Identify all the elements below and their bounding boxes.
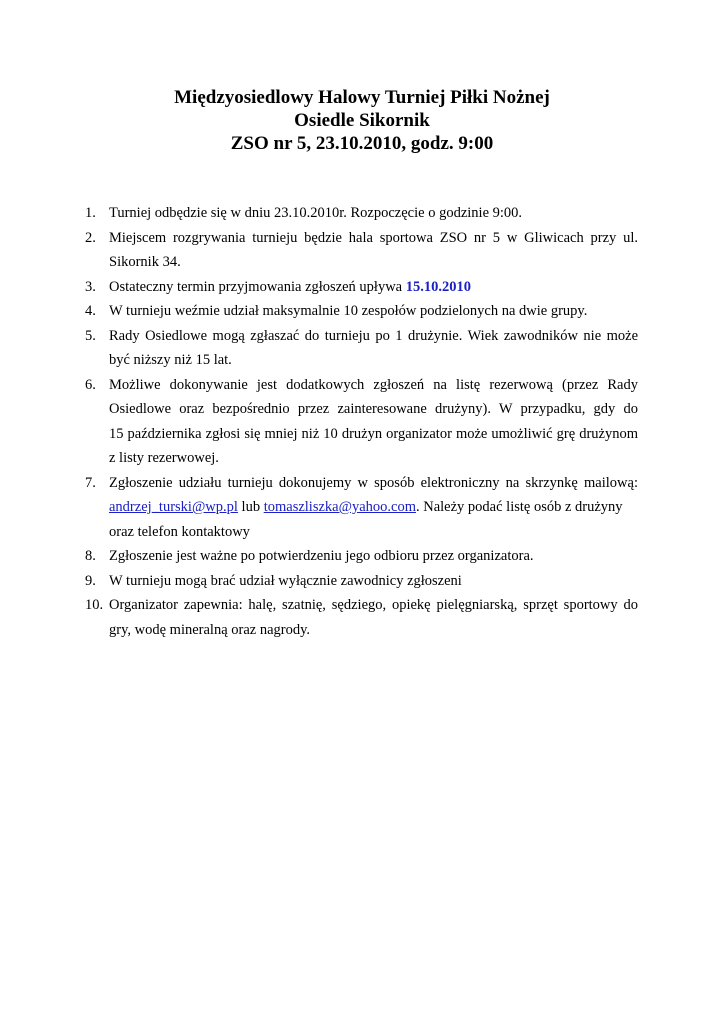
item-number: 8. — [85, 548, 96, 564]
item-text: Zgłoszenie jest ważne po potwierdzeniu jego odbioru przez organizatora. — [109, 548, 534, 564]
item-text-before: Ostateczny termin przyjmowania zgłoszeń upływa — [109, 278, 406, 295]
item-number: 1. — [85, 205, 96, 221]
item-text-line: Miejscem rozgrywania turnieju będzie hala sportowa ZSO nr 5 w Gliwicach przy ul. — [109, 229, 638, 246]
item-number: 2. — [85, 229, 96, 246]
list-item — [85, 593, 638, 642]
email-link-andrzej[interactable]: andrzej_turski@wp.pl — [109, 499, 238, 515]
item-text: W turnieju mogą brać udział wyłącznie zawodnicy zgłoszeni — [109, 572, 462, 589]
email-link-tomasz[interactable]: tomaszliszka@yahoo.com — [263, 499, 416, 515]
title-line-1: Międzyosiedlowy Halowy Turniej Piłki Nożnej — [174, 87, 550, 108]
item-text-line: Organizator zapewnia: halę, szatnię, sędziego, opiekę pielęgniarską, sprzęt sportowy do — [109, 597, 638, 613]
item-text-line: gry, wodę mineralną oraz nagrody. — [109, 621, 311, 638]
item-text-line: z listy rezerwowej. — [109, 450, 219, 466]
item-number: 9. — [85, 572, 96, 589]
list-item — [85, 373, 638, 471]
list-item — [85, 201, 638, 226]
item-text-line: być niższy niż 15 lat. — [109, 352, 232, 368]
deadline-date: 15.10.2010 — [405, 278, 471, 295]
list-item — [85, 544, 638, 569]
item-text-line: Osiedlowe oraz bezpośrednio przez zainteresowane drużyny). W przypadku, gdy do — [109, 401, 638, 417]
list-item — [85, 275, 638, 300]
rules-list — [85, 201, 638, 642]
item-text-line: Sikornik 34. — [109, 254, 181, 270]
item-text-after: . Należy podać listę osób z drużyny — [415, 499, 623, 515]
list-item — [85, 226, 638, 275]
item-text: W turnieju weźmie udział maksymalnie 10 zespołów podzielonych na dwie grupy. — [109, 303, 588, 319]
list-item — [85, 299, 638, 324]
list-item — [85, 324, 638, 373]
document-title — [0, 86, 724, 155]
list-item — [85, 471, 638, 545]
title-line-2: Osiedle Sikornik — [294, 110, 430, 131]
title-line-3: ZSO nr 5, 23.10.2010, godz. 9:00 — [230, 133, 494, 154]
item-number: 7. — [85, 474, 96, 491]
item-text-line: oraz telefon kontaktowy — [109, 523, 250, 540]
item-text — [109, 275, 638, 300]
item-number: 10. — [85, 597, 104, 613]
list-item — [85, 569, 638, 594]
item-text-line: Rady Osiedlowe mogą zgłaszać do turnieju po 1 drużynie. Wiek zawodników nie może — [109, 327, 638, 344]
item-text-line: Możliwe dokonywanie jest dodatkowych zgłoszeń na listę rezerwową (przez Rady — [109, 376, 638, 393]
item-text-line — [109, 495, 638, 520]
item-number: 6. — [85, 376, 96, 393]
item-number: 3. — [85, 278, 96, 295]
item-text-line: 15 października zgłosi się mniej niż 10 drużyn organizator może umożliwić grę drużynom — [109, 425, 638, 442]
item-text-mid: lub — [237, 499, 264, 515]
item-number: 5. — [85, 327, 96, 344]
item-text-line: Zgłoszenie udziału turnieju dokonujemy w sposób elektroniczny na skrzynkę mailową: — [109, 474, 638, 491]
item-text: Turniej odbędzie się w dniu 23.10.2010r. Rozpoczęcie o godzinie 9:00. — [109, 205, 523, 221]
item-number: 4. — [85, 303, 96, 319]
